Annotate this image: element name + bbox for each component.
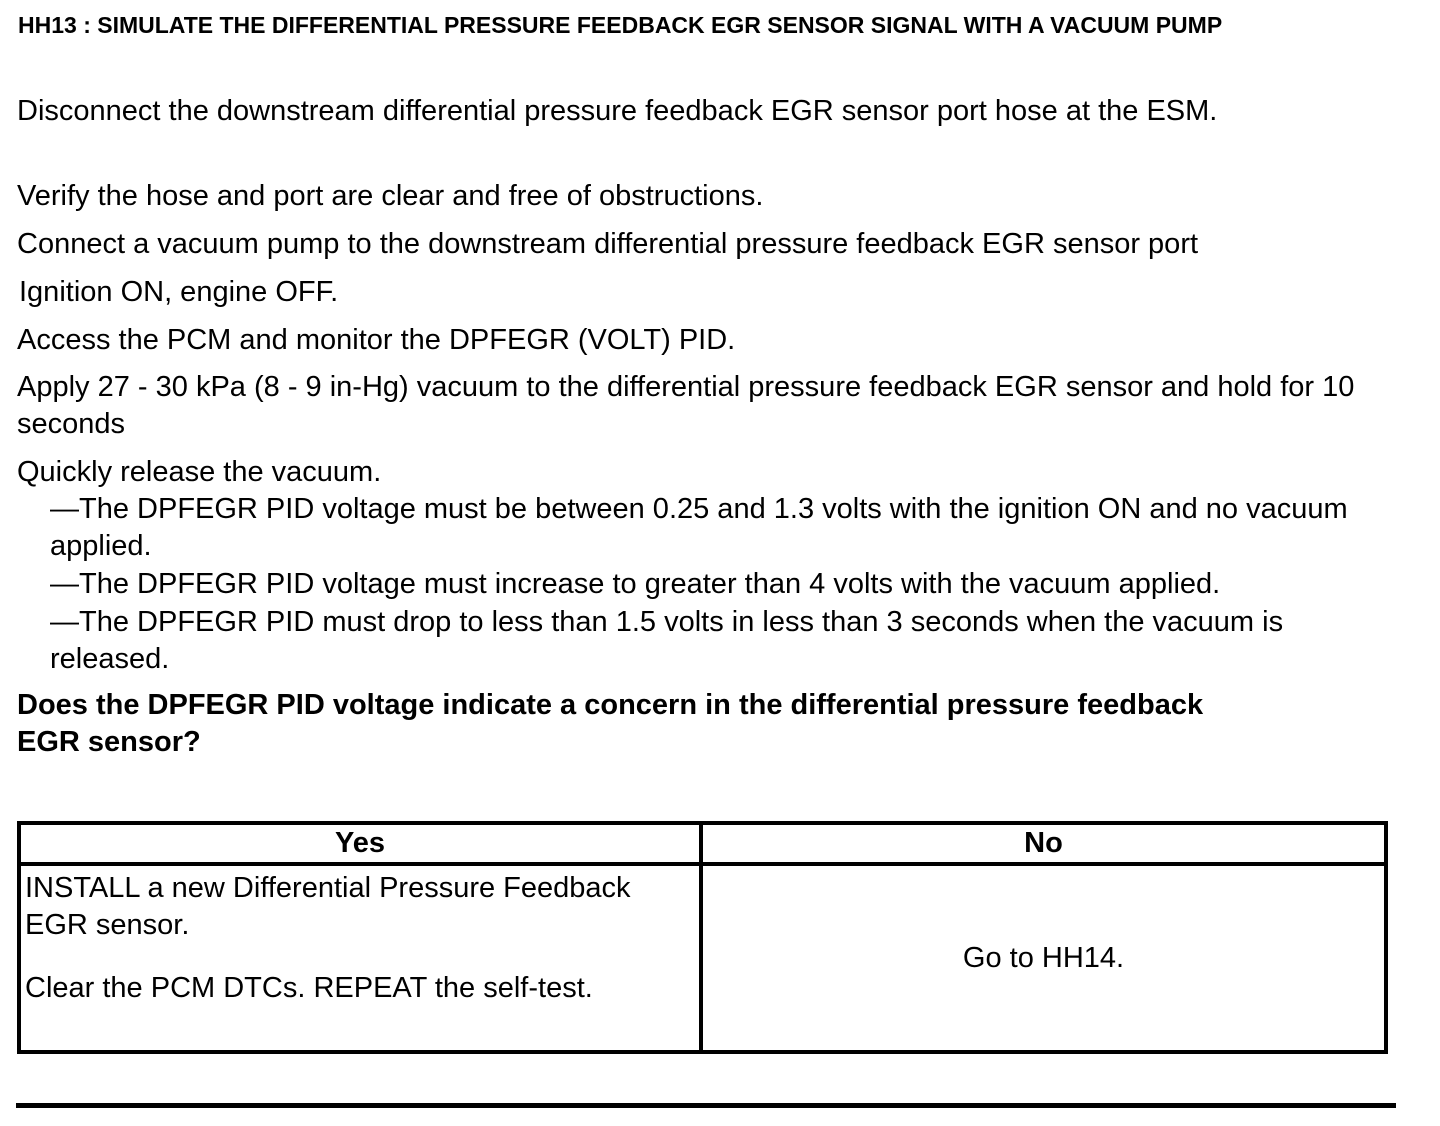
- yes-action-clear: Clear the PCM DTCs. REPEAT the self-test.: [25, 972, 593, 1004]
- no-action: Go to HH14.: [962, 941, 1125, 974]
- step-instruction-3: Connect a vacuum pump to the downstream differential pressure feedback EGR sensor port: [17, 228, 1199, 260]
- step-instruction-7: Quickly release the vacuum.: [17, 456, 382, 488]
- step-instruction-5: Access the PCM and monitor the DPFEGR (VOLT) PID.: [17, 324, 736, 356]
- yes-cell: [19, 864, 701, 1052]
- yes-action-install: INSTALL a new Differential Pressure Feedback EGR sensor.: [25, 872, 631, 941]
- decision-table: [17, 821, 1388, 1054]
- substep-2: —The DPFEGR PID voltage must increase to greater than 4 volts with the vacuum applied.: [50, 568, 1221, 600]
- table-header-row: [19, 823, 1386, 864]
- step-title: HH13 : SIMULATE THE DIFFERENTIAL PRESSURE FEEDBACK EGR SENSOR SIGNAL WITH A VACUUM PUMP: [18, 12, 1223, 38]
- step-instruction-6: Apply 27 - 30 kPa (8 - 9 in-Hg) vacuum to the differential pressure feedback EGR sensor and hold for 10 seconds: [17, 371, 1355, 440]
- substep-1: —The DPFEGR PID voltage must be between 0.25 and 1.3 volts with the ignition ON and no vacuum applied.: [50, 493, 1348, 562]
- step-instruction-4: Ignition ON, engine OFF.: [19, 276, 339, 308]
- no-header: No: [701, 823, 1386, 864]
- table-row: [19, 864, 1386, 1052]
- substep-3: —The DPFEGR PID must drop to less than 1.5 volts in less than 3 seconds when the vacuum is released.: [50, 606, 1284, 675]
- no-cell: [701, 864, 1386, 1052]
- question-text: Does the DPFEGR PID voltage indicate a concern in the differential pressure feedback EGR sensor?: [17, 689, 1204, 758]
- step-instruction-1: Disconnect the downstream differential pressure feedback EGR sensor port hose at the ESM.: [17, 95, 1218, 127]
- yes-header: Yes: [19, 823, 701, 864]
- step-instruction-2: Verify the hose and port are clear and free of obstructions.: [17, 180, 764, 212]
- bottom-divider: [16, 1103, 1396, 1108]
